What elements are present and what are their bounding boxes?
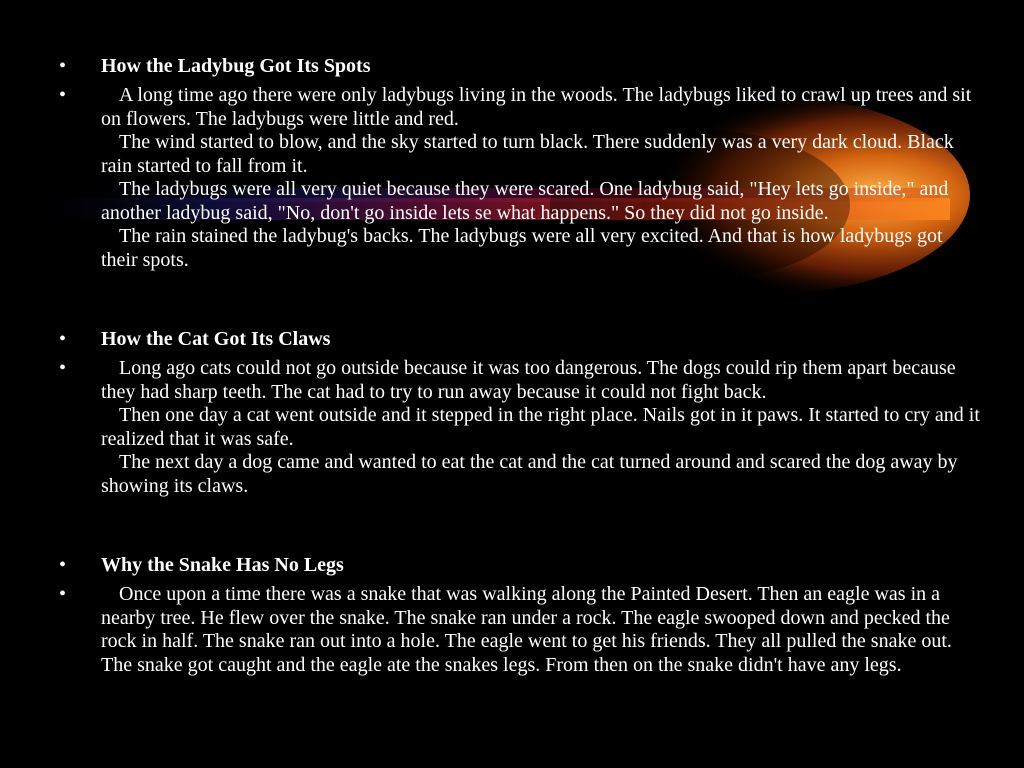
story-paragraph: The ladybugs were all very quiet because they were scared. One ladybug said, "Hey lets go inside," and another ladybug said, "No, don't go inside lets se what happens." So they did not go inside. [101, 178, 949, 224]
story-paragraph: Once upon a time there was a snake that was walking along the Painted Desert. Then an eagle was in a nearby tree. He flew over the snake. The snake ran under a rock. The eagle swooped down and pecked the rock in half. The snake ran out into a hole. The eagle went to get his friends. They all pulled the snake out. The snake got caught and the eagle ate the snakes legs. From then on the snake didn't have any legs. [101, 583, 952, 676]
bullet-marker: • [59, 357, 67, 379]
story-paragraph: Then one day a cat went outside and it stepped in the right place. Nails got in it paws. It started to cry and it realized that it was safe. [101, 404, 980, 450]
story-paragraph: The next day a dog came and wanted to eat the cat and the cat turned around and scared the dog away by showing its claws. [101, 451, 958, 497]
story-paragraph: The rain stained the ladybug's backs. The ladybugs were all very excited. And that is how ladybugs got their spots. [101, 225, 943, 271]
bullet-marker: • [59, 55, 67, 77]
bullet-marker: • [59, 554, 67, 576]
story-body-snake [101, 583, 981, 677]
story-title-snake: Why the Snake Has No Legs [101, 554, 344, 576]
story-body-cat [101, 357, 981, 498]
story-paragraph: Long ago cats could not go outside because it was too dangerous. The dogs could rip them apart because they had sharp teeth. The cat had to try to run away because it could not fight back. [101, 357, 956, 403]
story-paragraph: The wind started to blow, and the sky started to turn black. There suddenly was a very dark cloud. Black rain started to fall from it. [101, 131, 954, 177]
story-paragraph: A long time ago there were only ladybugs living in the woods. The ladybugs liked to crawl up trees and sit on flowers. The ladybugs were little and red. [101, 84, 972, 130]
bullet-marker: • [59, 583, 67, 605]
story-body-ladybug [101, 84, 981, 272]
story-title-ladybug: How the Ladybug Got Its Spots [101, 55, 371, 77]
bullet-marker: • [59, 328, 67, 350]
bullet-marker: • [59, 84, 67, 106]
story-title-cat: How the Cat Got Its Claws [101, 328, 331, 350]
